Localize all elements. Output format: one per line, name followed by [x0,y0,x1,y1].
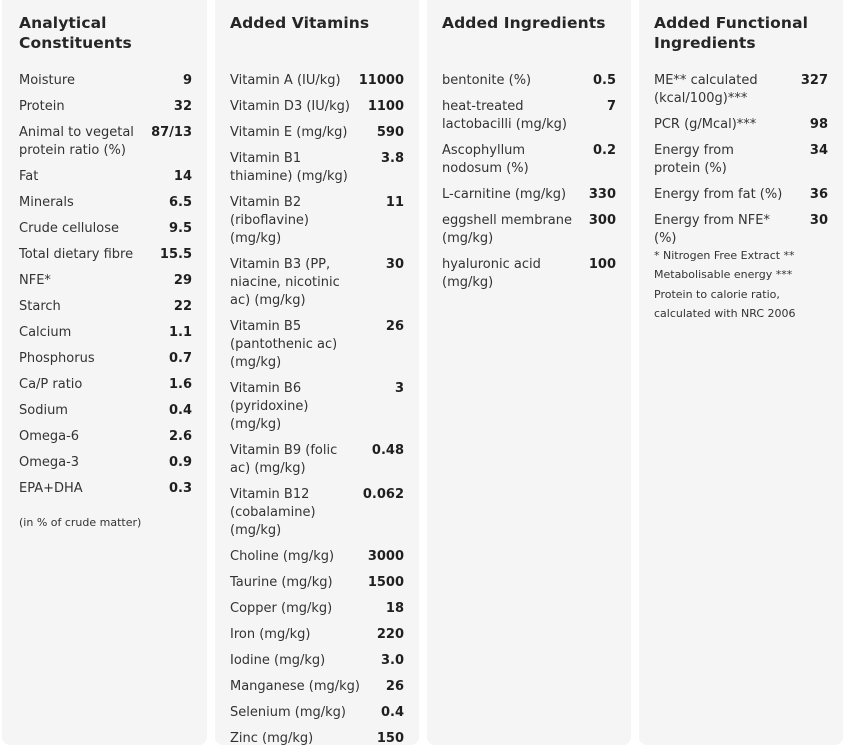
nutrient-value: 0.2 [592,143,616,158]
nutrient-label: Moisture [19,73,75,88]
nutrient-value: 0.9 [168,455,192,470]
nutrient-label: Iron (mg/kg) [230,627,311,642]
nutrient-row [230,678,404,704]
added-functional-ingredients-card [639,0,843,745]
analytical-constituents-title [19,13,132,53]
nutrient-label: Vitamin B2 (riboflavine) (mg/kg) [230,195,310,246]
nutrient-value: 26 [385,319,404,334]
nutrient-value: 30 [809,213,828,228]
analytical-title-line2: Constituents [19,34,132,52]
nutrient-label: Vitamin B3 (PP, niacine, nicotinic ac) (mg/kg) [230,257,340,308]
nutrient-label: heat-treated lactobacilli (mg/kg) [442,99,567,132]
nutrient-row [230,704,404,730]
nutrient-value: 3.0 [380,653,404,668]
nutrient-value: 26 [385,679,404,694]
nutrient-row [19,402,192,428]
footnote-line: calculated with NRC 2006 [654,306,796,320]
nutrient-value: 14 [173,169,192,184]
functional-title-line2: Ingredients [654,34,756,52]
nutrient-label: Vitamin D3 (IU/kg) [230,99,350,114]
nutrient-row [19,98,192,124]
nutrient-row [230,652,404,678]
nutrient-label: Copper (mg/kg) [230,601,333,616]
nutrient-row [230,150,404,194]
nutrient-row [230,256,404,318]
nutrient-label: Ca/P ratio [19,377,83,392]
nutrient-label: Vitamin B6 (pyridoxine) (mg/kg) [230,381,309,432]
nutrient-label: hyaluronic acid (mg/kg) [442,257,541,290]
nutrient-row [19,298,192,324]
vitamins-rows [230,72,404,756]
nutrient-value: 3.8 [380,151,404,166]
nutrient-row [654,186,828,212]
nutrient-label: Choline (mg/kg) [230,549,335,564]
nutrient-row [19,124,192,168]
nutrient-value: 9 [182,73,192,88]
footnote-line: Metabolisable energy *** [654,268,793,282]
nutrient-label: Animal to vegetal protein ratio (%) [19,125,134,158]
nutrient-row [230,124,404,150]
nutrient-label: Taurine (mg/kg) [230,575,333,590]
nutrient-value: 1.1 [168,325,192,340]
nutrient-row [230,318,404,380]
nutrient-value: 11000 [358,73,404,88]
functional-title-line1: Added Functional [654,14,809,32]
nutrient-value: 87/13 [151,125,192,140]
nutrient-label: Calcium [19,325,72,340]
footnote-line: Protein to calorie ratio, [654,287,780,301]
nutrient-row [19,72,192,98]
nutrient-value: 0.3 [168,481,192,496]
nutrient-label: Phosphorus [19,351,95,366]
functional-footnotes [654,246,796,323]
nutrient-value: 100 [588,257,616,272]
nutrient-row [442,256,616,300]
nutrient-label: Vitamin B5 (pantothenic ac) (mg/kg) [230,319,338,370]
nutrient-label: Manganese (mg/kg) [230,679,360,694]
nutrient-value: 7 [606,99,616,114]
nutrient-row [230,600,404,626]
nutrient-value: 15.5 [159,247,192,262]
nutrient-label: Vitamin B12 (cobalamine) (mg/kg) [230,487,316,538]
analytical-rows [19,72,192,506]
nutrient-row [230,626,404,652]
nutrient-value: 3 [394,381,404,396]
nutrient-value: 3000 [367,549,404,564]
nutrient-label: Protein [19,99,65,114]
nutrient-row [230,574,404,600]
nutrient-row [442,186,616,212]
nutrient-label: L-carnitine (mg/kg) [442,187,567,202]
ingredients-rows [442,72,616,300]
nutrient-row [442,212,616,256]
nutrient-row [19,376,192,402]
nutrient-row [19,428,192,454]
nutrient-value: 0.4 [168,403,192,418]
nutrient-row [230,72,404,98]
crude-matter-note: (in % of crude matter) [19,516,142,529]
nutrient-row [442,98,616,142]
analytical-constituents-card [2,0,207,745]
functional-rows [654,72,828,256]
nutrient-value: 98 [809,117,828,132]
nutrient-value: 590 [376,125,404,140]
nutrient-row [230,442,404,486]
nutrient-row [230,194,404,256]
nutrient-label: Minerals [19,195,74,210]
nutrient-row [19,324,192,350]
nutrient-value: 29 [173,273,192,288]
nutrient-value: 150 [376,731,404,746]
nutrient-row [19,220,192,246]
nutrient-row [230,98,404,124]
nutrient-label: Total dietary fibre [19,247,134,262]
nutrient-value: 18 [385,601,404,616]
nutrient-value: 11 [385,195,404,210]
footnote-line: * Nitrogen Free Extract ** [654,249,795,262]
added-functional-ingredients-title [654,13,808,53]
nutrient-label: NFE* [19,273,51,288]
nutrient-row [442,72,616,98]
nutrient-label: ME** calculated (kcal/100g)*** [654,73,758,106]
nutrient-value: 32 [173,99,192,114]
nutrient-value: 0.5 [592,73,616,88]
nutrient-value: 9.5 [168,221,192,236]
nutrient-row [19,168,192,194]
nutrient-label: eggshell membrane (mg/kg) [442,213,572,246]
nutrient-value: 300 [588,213,616,228]
nutrient-value: 30 [385,257,404,272]
nutrient-label: Energy from fat (%) [654,187,783,202]
added-vitamins-title: Added Vitamins [230,14,370,32]
nutrient-label: EPA+DHA [19,481,83,496]
nutrient-value: 0.062 [362,487,404,502]
added-ingredients-card [427,0,631,745]
nutrient-row [654,116,828,142]
nutrient-label: Omega-6 [19,429,80,444]
nutrient-value: 330 [588,187,616,202]
nutrient-row [19,454,192,480]
nutrient-value: 0.48 [371,443,404,458]
nutrient-value: 1.6 [168,377,192,392]
nutrient-label: Vitamin A (IU/kg) [230,73,341,88]
nutrient-value: 327 [800,73,828,88]
nutrient-label: Selenium (mg/kg) [230,705,346,720]
nutrient-value: 220 [376,627,404,642]
nutrient-label: Sodium [19,403,68,418]
nutrient-row [654,142,828,186]
nutrient-row [230,380,404,442]
nutrient-label: Crude cellulose [19,221,119,236]
nutrient-label: Vitamin E (mg/kg) [230,125,348,140]
nutrient-value: 6.5 [168,195,192,210]
nutrient-value: 22 [173,299,192,314]
nutrient-row [19,246,192,272]
nutrient-label: Energy from protein (%) [654,143,734,176]
nutrient-label: Omega-3 [19,455,80,470]
added-ingredients-title: Added Ingredients [442,14,606,32]
nutrient-label: Ascophyllum nodosum (%) [442,143,529,176]
nutrient-value: 36 [809,187,828,202]
nutrient-label: Fat [19,169,39,184]
nutrient-row [230,730,404,756]
nutrient-label: PCR (g/Mcal)*** [654,117,757,132]
nutrient-row [230,486,404,548]
nutrient-label: Energy from NFE*(%) [654,213,770,246]
nutrient-value: 2.6 [168,429,192,444]
nutrient-value: 0.4 [380,705,404,720]
analytical-title-line1: Analytical [19,14,107,32]
nutrient-row [442,142,616,186]
nutrient-label: Iodine (mg/kg) [230,653,326,668]
nutrient-value: 1500 [367,575,404,590]
nutrient-row [230,548,404,574]
nutrient-row [19,272,192,298]
nutrient-value: 0.7 [168,351,192,366]
nutrient-label: Vitamin B9 (folic ac) (mg/kg) [230,443,338,476]
nutrient-row [654,72,828,116]
nutrient-label: Zinc (mg/kg) [230,731,314,746]
nutrient-row [19,350,192,376]
added-vitamins-card [215,0,419,745]
nutrient-label: bentonite (%) [442,73,532,88]
nutrient-row [19,480,192,506]
nutrient-label: Starch [19,299,61,314]
nutrient-value: 1100 [367,99,404,114]
nutrient-value: 34 [809,143,828,158]
nutrient-row [19,194,192,220]
nutrient-label: Vitamin B1 thiamine) (mg/kg) [230,151,348,184]
